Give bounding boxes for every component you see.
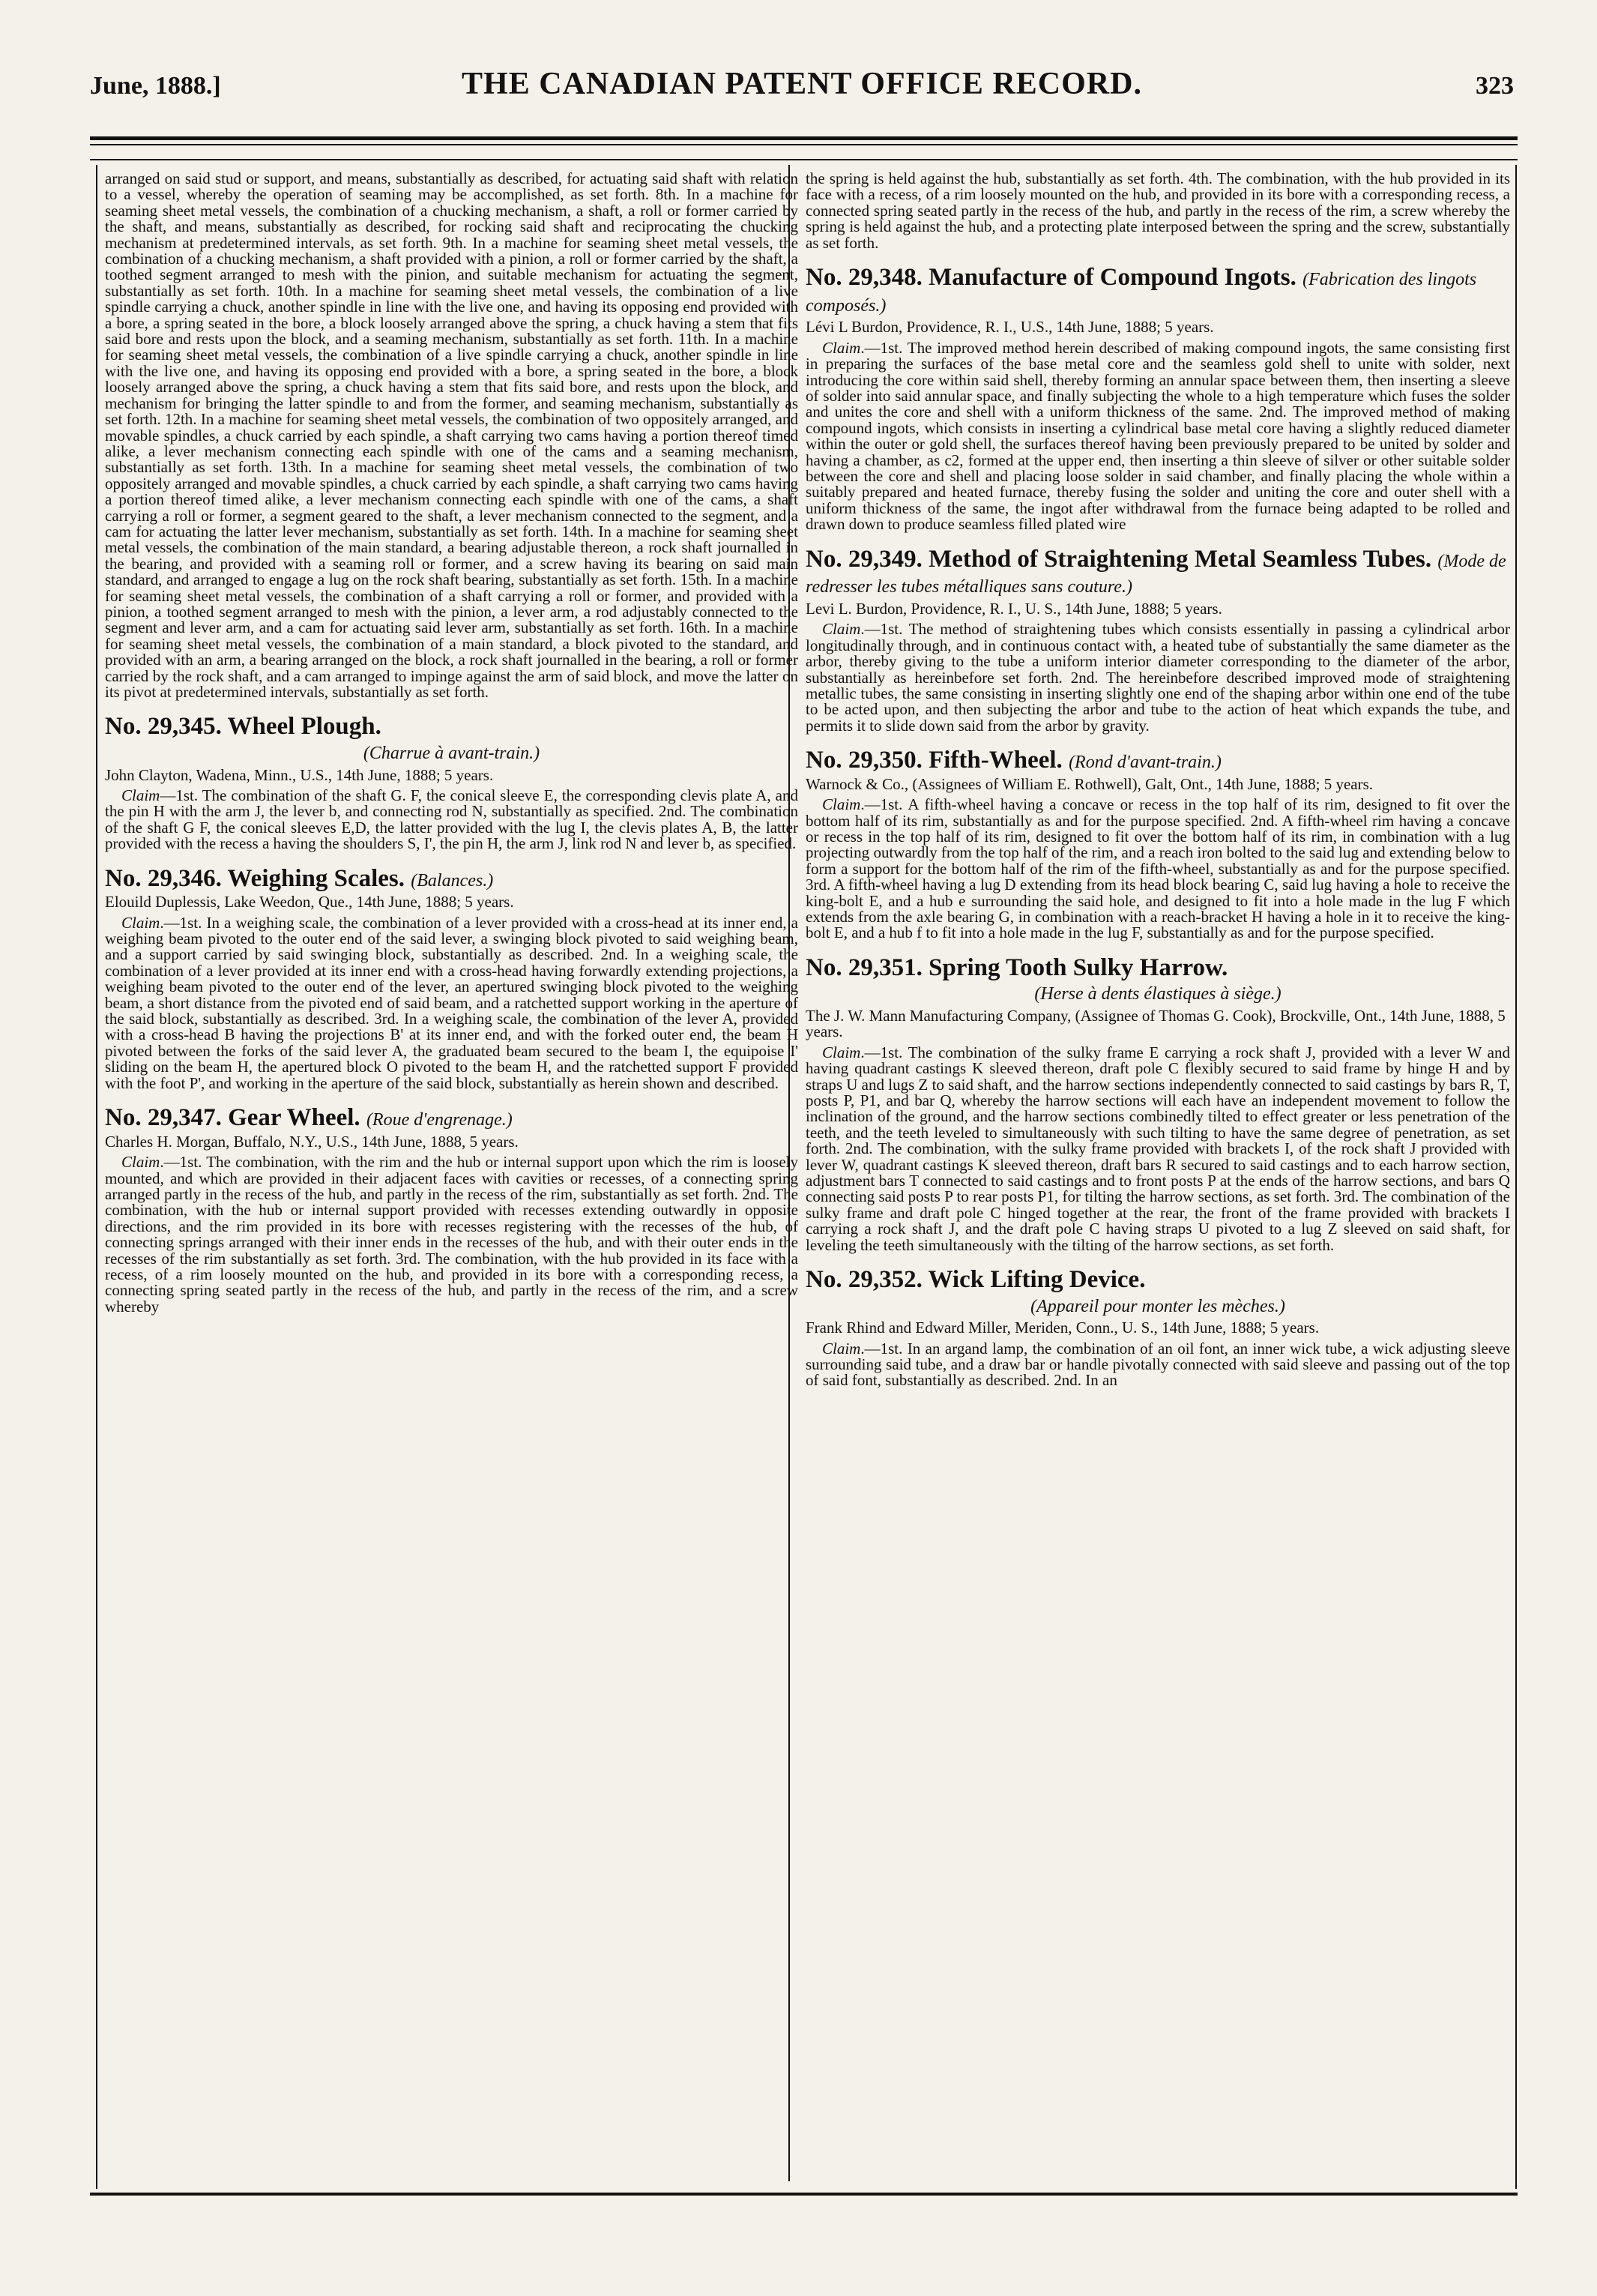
claim-text: .—1st. The combination, with the rim and the hub or internal support upon which the rim is loosely mounted, and which are provided in their adjacent faces with cavities or recesses, of a connecting spring arranged partly in the recess of the hub, and partly in the recess of the rim, substantially as set forth. 2nd. The combination, with the hub or internal support provided with recesses extending outwardly in opposite directions, and the rim provided in its bore with recesses registering with the recesses of the hub, of connecting springs arranged with their inner ends in the recesses of the hub, and with their outer ends in the recesses of the rim substantially as set forth. 3rd. The combination, with the hub provided in its face with a recess, of a rim loosely mounted on the hub, and provided in its bore with a corresponding recess, a connecting spring seated partly in the recess of the hub, and partly in the recess of the rim, and a screw whereby <box>105 1153 798 1316</box>
patent-heading <box>806 265 1510 316</box>
patent-heading <box>105 866 798 892</box>
patent-heading <box>105 714 798 740</box>
patent-entry-29350 <box>806 747 1510 941</box>
patent-applicant: Frank Rhind and Edward Miller, Meriden, Conn., U. S., 14th June, 1888; 5 years. <box>806 1319 1320 1337</box>
right-border-rule <box>1515 165 1517 2189</box>
patent-french-title: (Appareil pour monter les mèches.) <box>1030 1296 1285 1316</box>
patent-applicant: John Clayton, Wadena, Minn., U.S., 14th June, 1888; 5 years. <box>105 765 494 784</box>
claim-label: Claim <box>121 786 160 804</box>
patent-applicant: The J. W. Mann Manufacturing Company, (Assignee of Thomas G. Cook), Brockville, Ont., 14th June, 1888, 5 years. <box>806 1006 1506 1041</box>
claim-text: —1st. The combination of the shaft G. F, the conical sleeve E, the corresponding clevis plate A, and the pin H with the arm J, the lever b, and connecting rod N, substantially as specified. 2nd. The combination of the shaft G F, the conical sleeves E,D, the latter provided with the lug I, the clevis plates A, B, the latter provided with the recess a having the shoulders S, I', the pin H, the arm J, link rod N and lever b, as specified. <box>105 786 798 853</box>
claim-text: .—1st. The combination of the sulky frame E carrying a rock shaft J, provided with a lever W and having quadrant castings K sleeved thereon, draft pole C flexibly secured to said frame by hinge H and by straps U and lugs Z to said shaft, and the harrow sections independently connected to said castings by bars R, T, posts P, P1, and bar Q, whereby the harrow sections will each have an independent movement to follow the inclination of the ground, and the harrow sections combinedly tilted to effect greater or less penetration of the teeth, and the teeth leveled to simultaneously with such tilting to have the same degree of penetration, as set forth. 2nd. The combination, with the sulky frame provided with brackets I, of the rock shaft J provided with lever W, quadrant castings K sleeved thereon, draft bars R secured to said castings and to each harrow section, adjustment bars T connected to said castings and to front posts P at the ends of the harrow sections, and bars Q connecting said posts P to rear posts P1, for tilting the harrow sections, as set forth. 3rd. The combination of the sulky frame and draft pole C hinged together at the rear, the front of the frame provided with brackets I carrying a rock shaft J, and the draft pole C having straps U pivoted to a lug Z sleeved on said shaft, for leveling the teeth simultaneously with the tilting of the harrow sections, as set forth. <box>806 1043 1510 1254</box>
patent-heading <box>806 1267 1510 1293</box>
claim-text: .—1st. The method of straightening tubes which consists essentially in passing a cylindrical arbor longitudinally through, and in continuous contact with, a heated tube of substantially the same diameter as the arbor, thereby giving to the tube a uniform interior diameter corresponding to the diameter of the arbor, substantially as hereinbefore set forth. 2nd. The hereinbefore described improved mode of straightening metallic tubes, the same consisting in inserting slightly one end of the shaping arbor within one end of the tube to be acted upon, and then subjecting the arbor and tube to the action of heat which expands the tube, and permits it to slide down said from the arbor by gravity. <box>806 620 1510 735</box>
patent-entry-29351 <box>806 955 1510 1253</box>
bottom-rule <box>90 2193 1518 2196</box>
patent-title: Fifth-Wheel. <box>929 747 1063 774</box>
patent-claim <box>806 1341 1510 1389</box>
patent-number: No. 29,351. <box>806 953 923 981</box>
patent-claim <box>806 797 1510 941</box>
column-top-rule <box>90 159 1518 160</box>
claim-label: Claim <box>822 1043 861 1061</box>
claim-text: .—1st. A fifth-wheel having a concave or recess in the top half of its rim, designed to fit over the bottom half of its rim, substantially as and for the purpose specified. 2nd. A fifth-wheel rim having a concave or recess in the top half of its rim, designed to fit over the bottom half of its rim, in combination with a lug projecting outwardly from the top half of the rim, and a reach iron bolted to the said lug and extending below to form a support for the bottom half of the rim of the fifth-wheel, substantially as and for the purpose specified. 3rd. A fifth-wheel having a lug D extending from its head block bearing C, said lug having a hole to receive the king-bolt E, and a hub e surrounding the said hole, and designed to fit into a hole made in the lug F which extends from the axle bearing G, in combination with a reach-bracket H having a hole in it to receive the king-bolt E, and a hub f to fit into a hole made in the lug F, substantially as and for the purpose specified. <box>806 795 1510 942</box>
patent-entry-29352 <box>806 1267 1510 1389</box>
issue-date: June, 1888.] <box>90 72 221 100</box>
continued-claim-text: the spring is held against the hub, substantially as set forth. 4th. The combination, with the hub provided in its face with a recess, of a rim loosely mounted on the hub, and provided in its bore with a corresponding recess, a connected spring seated partly in the recess of the hub, and partly in the recess of the rim, a screw whereby the spring is held against the hub, and a protecting plate interposed between the spring and the screw, substantially as set forth. <box>806 171 1510 252</box>
patent-claim <box>806 621 1510 734</box>
page-header <box>90 66 1514 111</box>
patent-number: No. 29,346. <box>105 864 222 892</box>
header-rule-thick <box>90 136 1518 140</box>
patent-entry-29349 <box>806 546 1510 735</box>
patent-claim <box>105 788 798 852</box>
patent-number: No. 29,352. <box>806 1266 923 1294</box>
claim-label: Claim <box>822 1339 861 1358</box>
patent-entry-29345 <box>105 714 798 852</box>
patent-applicant: Lévi L Burdon, Providence, R. I., U.S., 14th June, 1888; 5 years. <box>806 318 1214 337</box>
patent-entry-29348 <box>806 265 1510 533</box>
patent-title: Gear Wheel. <box>228 1104 360 1132</box>
patent-title: Spring Tooth Sulky Harrow. <box>929 953 1228 981</box>
patent-claim <box>806 1045 1510 1253</box>
claim-text: .—1st. The improved method herein described of making compound ingots, the same consisting first in preparing the surfaces of the base metal core and the seamless gold shell to unite with solder, next introducing the core within said shell, thereby forming an annular space between them, then inserting a sleeve of solder into said annular space, and finally subjecting the whole to a high temperature which fuses the solder and unites the core and shell with a uniform thickness of the same. 2nd. The improved method of making compound ingots, which consists in inserting a cylindrical base metal core having a slightly reduced diameter within the outer or gold shell, the surfaces thereof having been previously prepared to be united by solder and having a chamber, as c2, formed at the upper end, then inserting a thin sleeve of silver or other suitable solder between the core and shell and placing loose solder in said chamber, and finally placing the whole within a suitably prepared and heated furnace, thereby fusing the solder and uniting the core and outer shell with a uniform thickness of the same, the ingot after withdrawal from the furnace being adapted to be rolled and drawn down to produce seamless filled plated wire <box>806 338 1510 534</box>
patent-number: No. 29,350. <box>806 747 923 774</box>
patent-title: Method of Straightening Metal Seamless Tubes. <box>929 545 1432 573</box>
patent-french-title: (Charrue à avant-train.) <box>363 744 540 764</box>
patent-applicant: Elouild Duplessis, Lake Weedon, Que., 14th June, 1888; 5 years. <box>105 893 514 912</box>
patent-claim <box>105 915 798 1091</box>
patent-number: No. 29,345. <box>105 713 222 741</box>
claim-label: Claim <box>822 795 861 814</box>
patent-claim <box>806 340 1510 533</box>
patent-french-title: (Herse à dents élastiques à siège.) <box>1034 984 1281 1004</box>
patent-number: No. 29,348. <box>806 264 923 292</box>
patent-number: No. 29,347. <box>105 1104 222 1132</box>
patent-entry-29347 <box>105 1105 798 1315</box>
patent-french-title: (Mode de redresser les tubes métalliques sans couture.) <box>806 551 1506 597</box>
patent-heading <box>105 1105 798 1131</box>
publication-title: THE CANADIAN PATENT OFFICE RECORD. <box>462 67 1142 101</box>
claim-label: Claim <box>121 1153 160 1172</box>
claim-text: .—1st. In a weighing scale, the combination of a lever provided with a cross-head at its inner end, a weighing beam pivoted to the outer end of the said lever, a swinging block pivoted to said weighing beam, and a support carried by said swinging block, substantially as described. 2nd. In a weighing scale, the combination of a lever provided at its inner end with a cross-head having forwardly extending projections, a weighing beam pivoted to the outer end of the lever, an apertured swinging block pivoted to the weighing beam, a short distance from the pivoted end of said beam, and a ratchetted support working in the aperture of the said block, substantially as described. 3rd. In a weighing scale, the combination of the lever A, provided with a cross-head B having the projections B' at its inner end, and with the forked outer end, the beam H pivoted between the forks of the said lever A, the graduated beam secured to the beam I, the equipoise I' sliding on the beam H, the apertured block O pivoted to the beam H, and the ratchetted support F provided with the foot P', and working in the aperture of the said block, substantially as herein shown and described. <box>105 913 798 1092</box>
patent-french-title: (Fabrication des lingots composés.) <box>806 270 1477 316</box>
continued-claim-text: arranged on said stud or support, and means, substantially as described, for actuating said shaft with relation to a vessel, whereby the operation of seaming may be accomplished, as set forth. 8th. In a machine for seaming sheet metal vessels, the combination of a chucking mechanism, a shaft, a roll or former carried by the shaft, and means, substantially as described, for rocking said shaft and reciprocating the chucking mechanism at predetermined intervals, as set forth. 9th. In a machine for seaming sheet metal vessels, the combination of a chucking mechanism, a shaft provided with a pinion, a roll or former carried by the shaft, a toothed segment arranged to mesh with the pinion, and suitable mechanism for actuating the segment, substantially as set forth. 10th. In a machine for seaming sheet metal vessels, the combination of a live spindle carrying a chuck, another spindle in line with the live one, and having its opposing end provided with a bore, a spring seated in the bore, a block loosely arranged above the spring, a chuck having a stem that fits said bore and rests upon the block, and a seaming mechanism, substantially as set forth. 11th. In a machine for seaming sheet metal vessels, the combination of a live spindle carrying a chuck, another spindle in line with the live one, and having its opposing end provided with a bore, a spring seated in the bore, a block loosely arranged above the spring, a chuck having a stem that fits said bore, and rests upon the block, and mechanism for bringing the latter spindle to and from the former, and seaming mechanism, substantially as set forth. 12th. In a machine for seaming sheet metal vessels, the combination of two oppositely arranged, and movable spindles, a chuck carried by each spindle, a shaft carrying two cams having a portion thereof timed alike, a lever mechanism connecting each spindle with one of the cams and a seaming mechanism, substantially as set forth. 13th. In a machine for seaming sheet metal vessels, the combination of two oppositely arranged and movable spindles, a chuck carried by each spindle, a shaft carrying two cams having a portion thereof timed alike, a lever mechanism connecting each spindle with one of the cams, a shaft carrying a roll or former, a segment geared to the shaft, a lever mechanism connected to the segment, and a cam for actuating the latter lever mechanism, substantially as set forth. 14th. In a machine for seaming sheet metal vessels, the combination of the main standard, a bearing adjustable thereon, a rock shaft journalled in the bearing, and provided with a seaming roll or former, and a screw having its bearing on said main standard, and arranged to engage a lug on the rock shaft bearing, substantially as set forth. 15th. In a machine for seaming sheet metal vessels, the combination of a shaft carrying a roll or former, and provided with a pinion, a toothed segment arranged to mesh with the pinion, a lever arm, a rod adjustably connected to the segment and lever arm, and a cam for actuating said lever arm, substantially as set forth. 16th. In a machine for seaming sheet metal vessels, the combination of a main standard, a block pivoted to the standard, and provided with an arm, a bearing arranged on the block, a rock shaft journalled in the bearing, a roll or former carried by the rock shaft, and a cam arranged to impinge against the arm of said block, and move the latter on its pivot at predetermined intervals, substantially as set forth. <box>105 171 798 701</box>
left-border-rule <box>96 165 97 2189</box>
patent-french-title: (Rond d'avant-train.) <box>1069 753 1222 773</box>
patent-heading <box>806 747 1510 774</box>
patent-applicant: Charles H. Morgan, Buffalo, N.Y., U.S., 14th June, 1888, 5 years. <box>105 1132 519 1151</box>
patent-title: Wick Lifting Device. <box>928 1266 1146 1294</box>
patent-number: No. 29,349. <box>806 545 923 573</box>
right-column <box>806 171 1510 2172</box>
patent-french-title: (Balances.) <box>411 870 494 891</box>
patent-claim <box>105 1154 798 1315</box>
left-column <box>105 171 798 2172</box>
claim-text: .—1st. In an argand lamp, the combination of an oil font, an inner wick tube, a wick adjusting sleeve surrounding said tube, and a draw bar or handle pivotally connected with said sleeve and passing out of the top of said font, substantially as described. 2nd. In an <box>806 1339 1510 1390</box>
patent-title: Weighing Scales. <box>227 864 405 892</box>
patent-title: Manufacture of Compound Ingots. <box>929 264 1296 292</box>
patent-entry-29346 <box>105 866 798 1092</box>
page-number: 323 <box>1476 72 1514 100</box>
patent-applicant: Levi L. Burdon, Providence, R. I., U. S., 14th June, 1888; 5 years. <box>806 599 1222 618</box>
claim-label: Claim <box>822 620 861 639</box>
header-rule-thin <box>90 144 1518 145</box>
patent-heading <box>806 955 1510 981</box>
patent-french-title: (Roue d'engrenage.) <box>366 1110 513 1130</box>
patent-title: Wheel Plough. <box>227 713 381 741</box>
claim-label: Claim <box>121 913 160 932</box>
patent-heading <box>806 546 1510 598</box>
claim-label: Claim <box>822 338 861 357</box>
patent-applicant: Warnock & Co., (Assignees of William E. Rothwell), Galt, Ont., 14th June, 1888; 5 years. <box>806 774 1374 793</box>
